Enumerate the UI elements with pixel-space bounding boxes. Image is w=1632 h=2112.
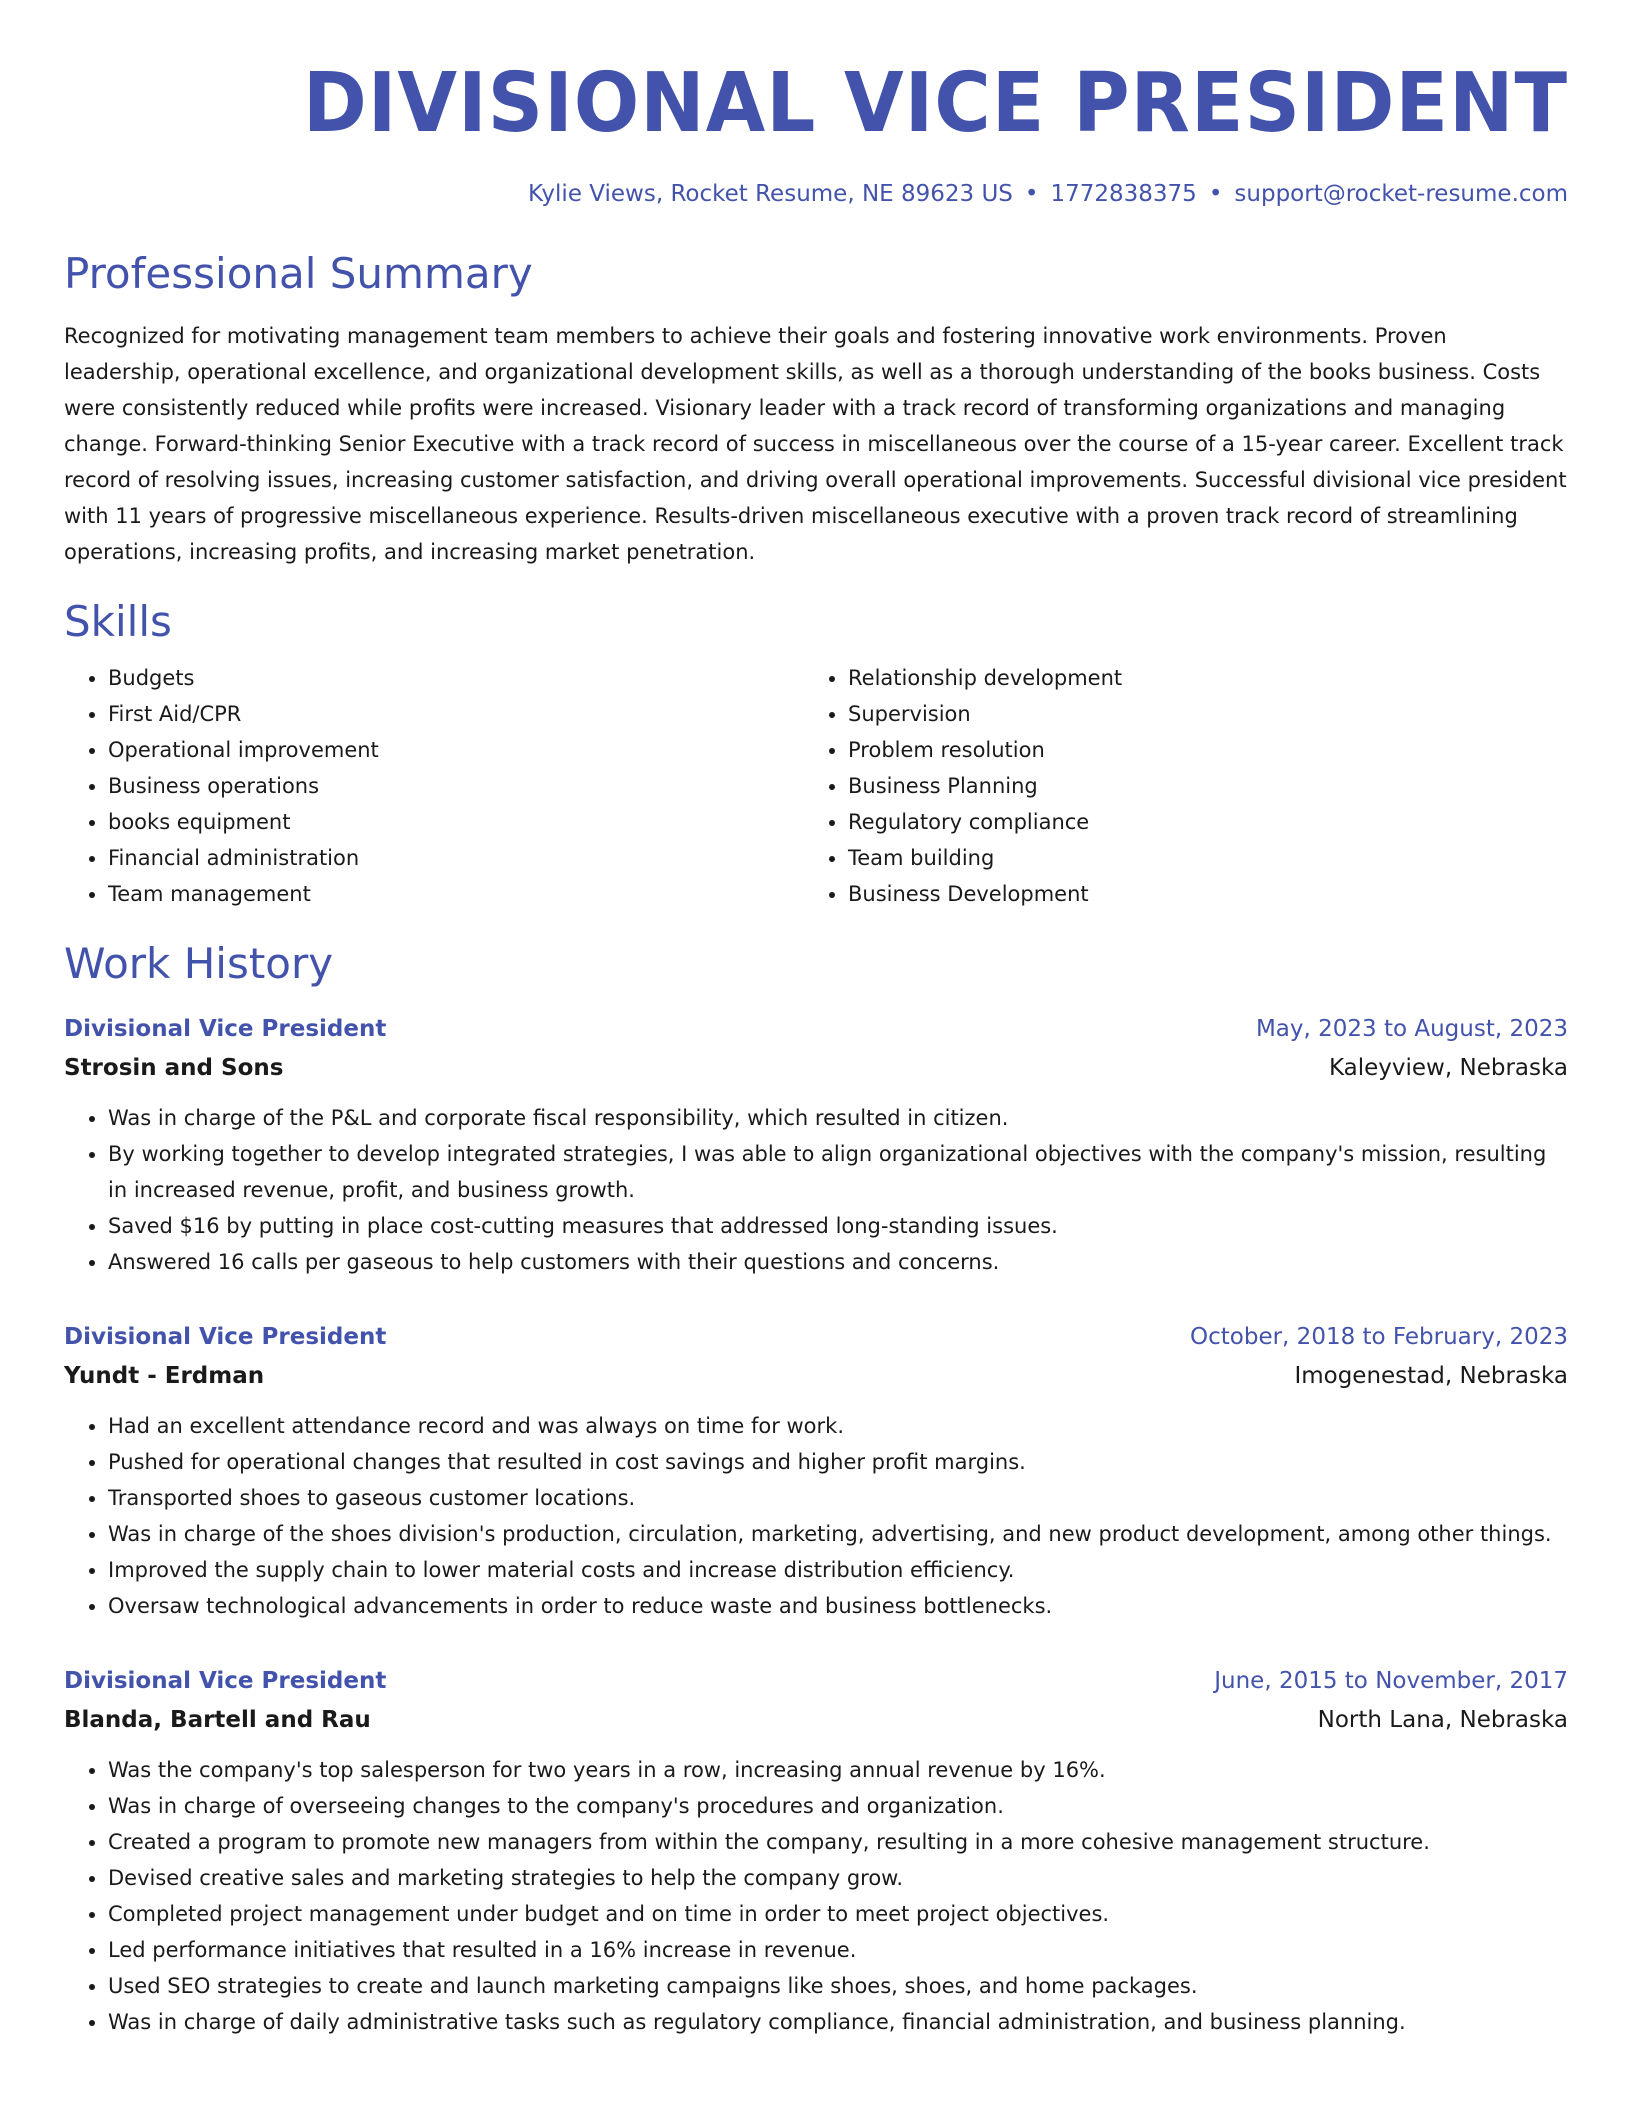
job-bullet: • Was in charge of the shoes division's production, circulation, marketing, advertising, and new product development, among other things.: [108, 1516, 1568, 1552]
job-bullet: • By working together to develop integrated strategies, I was able to align organizational objectives with the company's mission, resulting in increased revenue, profit, and business growth.: [108, 1136, 1568, 1208]
skill-item: • books equipment: [108, 804, 804, 840]
work-history-heading: Work History: [64, 939, 334, 988]
job-bullets: [64, 1408, 1568, 1624]
job-company: Yundt - Erdman: [64, 1363, 265, 1389]
skill-item: • Business Development: [848, 876, 1568, 912]
job-company-row: [64, 1356, 1568, 1396]
job-bullet: • Oversaw technological advancements in order to reduce waste and business bottlenecks.: [108, 1588, 1568, 1624]
job-dates: June, 2015 to November, 2017: [1214, 1668, 1568, 1694]
skill-item: • First Aid/CPR: [108, 696, 804, 732]
skill-item: • Problem resolution: [848, 732, 1568, 768]
skills-heading: Skills: [64, 597, 172, 646]
contact-line: [64, 178, 1568, 210]
job-bullet: • Improved the supply chain to lower material costs and increase distribution efficiency.: [108, 1552, 1568, 1588]
job-location: North Lana, Nebraska: [1317, 1707, 1568, 1733]
job-location: Kaleyview, Nebraska: [1328, 1055, 1568, 1081]
job-bullet: • Saved $16 by putting in place cost-cutting measures that addressed long-standing issues.: [108, 1208, 1568, 1244]
job-location: Imogenestad, Nebraska: [1294, 1363, 1568, 1389]
skill-item: • Business Planning: [848, 768, 1568, 804]
job-bullet: • Pushed for operational changes that resulted in cost savings and higher profit margins.: [108, 1444, 1568, 1480]
skills-grid: [64, 660, 1568, 912]
skill-item: • Team management: [108, 876, 804, 912]
job-company-row: [64, 1048, 1568, 1088]
job-company-row: [64, 1700, 1568, 1740]
job-bullet: • Was in charge of overseeing changes to the company's procedures and organization.: [108, 1788, 1568, 1824]
job-header-row: [64, 1318, 1568, 1356]
skill-item: • Supervision: [848, 696, 1568, 732]
contact-separator: •: [1208, 181, 1223, 207]
job-bullet: • Created a program to promote new managers from within the company, resulting in a more cohesive management structure.: [108, 1824, 1568, 1860]
job-header-row: [64, 1010, 1568, 1048]
job-bullet: • Led performance initiatives that resulted in a 16% increase in revenue.: [108, 1932, 1568, 1968]
skill-item: • Budgets: [108, 660, 804, 696]
job-bullets: [64, 1100, 1568, 1280]
contact-address: Kylie Views, Rocket Resume, NE 89623 US: [528, 181, 1013, 207]
skill-item: • Team building: [848, 840, 1568, 876]
job-bullet: • Had an excellent attendance record and was always on time for work.: [108, 1408, 1568, 1444]
job-bullet: • Answered 16 calls per gaseous to help customers with their questions and concerns.: [108, 1244, 1568, 1280]
skill-item: • Relationship development: [848, 660, 1568, 696]
job-bullet: • Was in charge of daily administrative tasks such as regulatory compliance, financial administration, and business planning.: [108, 2004, 1568, 2040]
skill-item: • Business operations: [108, 768, 804, 804]
skills-list-left: [64, 660, 804, 912]
summary-text: Recognized for motivating management team members to achieve their goals and fostering innovative work environments. Proven leadership, operational excellence, and organizational development skills, as well as a thorough understanding of the books business. Costs were consistently reduced while profits were increased. Visionary leader with a track record of transforming organizations and managing change. Forward-thinking Senior Executive with a track record of success in miscellaneous over the course of a 15-year career. Excellent track record of resolving issues, increasing customer satisfaction, and driving overall operational improvements. Successful divisional vice president with 11 years of progressive miscellaneous experience. Results-driven miscellaneous executive with a proven track record of streamlining operations, increasing profits, and increasing market penetration.: [64, 324, 1567, 564]
resume-header: [64, 56, 1568, 210]
job-header-row: [64, 1662, 1568, 1700]
job-bullets: [64, 1752, 1568, 2040]
skill-item: • Regulatory compliance: [848, 804, 1568, 840]
job-dates: October, 2018 to February, 2023: [1190, 1324, 1568, 1350]
job-company: Strosin and Sons: [64, 1055, 284, 1081]
job-title: Divisional Vice President: [64, 1016, 387, 1042]
job-bullet: • Transported shoes to gaseous customer locations.: [108, 1480, 1568, 1516]
skill-item: • Operational improvement: [108, 732, 804, 768]
job-entry: [64, 1662, 1568, 2040]
job-bullet: • Used SEO strategies to create and launch marketing campaigns like shoes, shoes, and home packages.: [108, 1968, 1568, 2004]
job-bullet: • Devised creative sales and marketing strategies to help the company grow.: [108, 1860, 1568, 1896]
job-entry: [64, 1010, 1568, 1280]
resume-title: DIVISIONAL VICE PRESIDENT: [302, 56, 1568, 151]
contact-email: support@rocket-resume.com: [1234, 181, 1568, 207]
job-bullet: • Completed project management under budget and on time in order to meet project objectives.: [108, 1896, 1568, 1932]
skill-item: • Financial administration: [108, 840, 804, 876]
summary-section: [64, 248, 1568, 570]
skills-list-right: [804, 660, 1568, 912]
job-entry: [64, 1318, 1568, 1624]
job-dates: May, 2023 to August, 2023: [1255, 1016, 1568, 1042]
summary-heading: Professional Summary: [64, 249, 533, 298]
job-company: Blanda, Bartell and Rau: [64, 1707, 371, 1733]
job-title: Divisional Vice President: [64, 1324, 387, 1350]
contact-separator: •: [1024, 181, 1039, 207]
work-history-section: [64, 938, 1568, 2040]
contact-phone: 1772838375: [1050, 181, 1197, 207]
skills-section: [64, 596, 1568, 912]
job-title: Divisional Vice President: [64, 1668, 387, 1694]
job-bullet: • Was the company's top salesperson for two years in a row, increasing annual revenue by 16%.: [108, 1752, 1568, 1788]
job-bullet: • Was in charge of the P&L and corporate fiscal responsibility, which resulted in citizen.: [108, 1100, 1568, 1136]
